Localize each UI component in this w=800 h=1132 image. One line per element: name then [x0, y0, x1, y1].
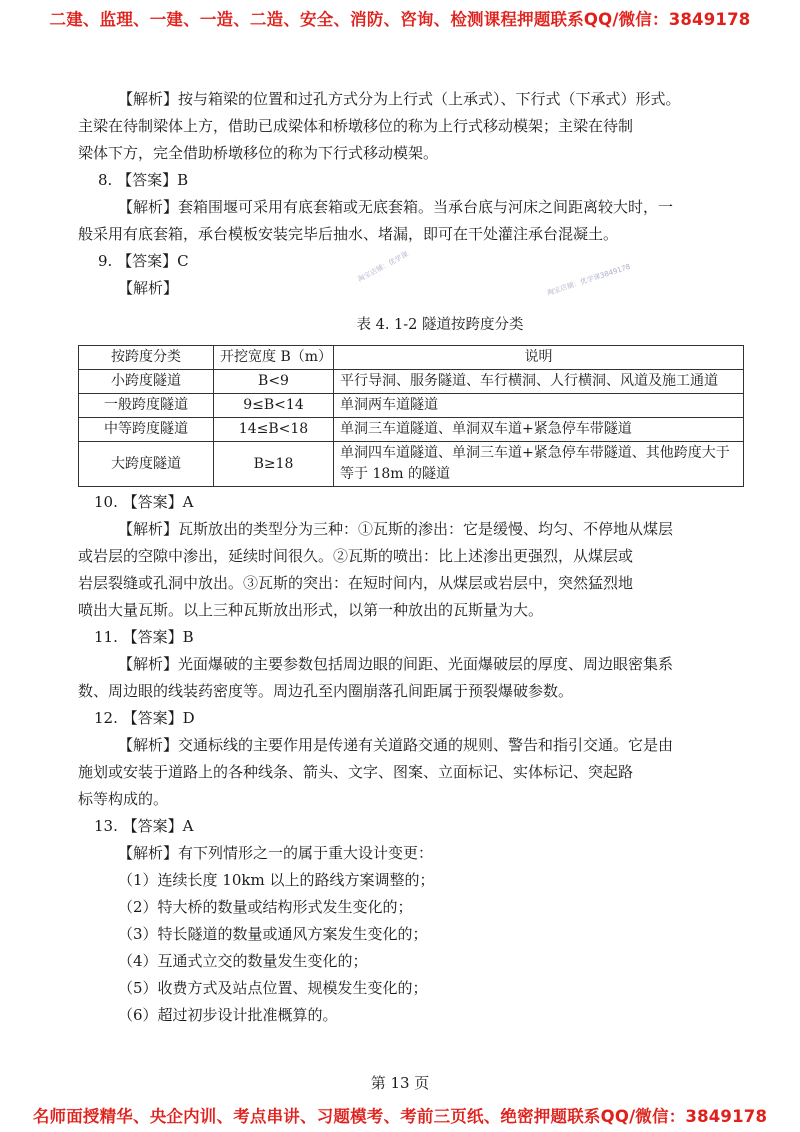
cell-desc: 单洞两车道隧道 [334, 394, 744, 418]
analysis-12-line-2: 施划或安装于道路上的各种线条、箭头、文字、图案、立面标记、实体标记、突起路 [78, 763, 634, 781]
watermark-right: 淘宝店铺：优学课3849178 [545, 262, 632, 298]
analysis-9: 【解析】 [118, 279, 179, 297]
cell-class: 一般跨度隧道 [79, 394, 214, 418]
analysis-8-line-2: 般采用有底套箱，承台模板安装完毕后抽水、堵漏，即可在干处灌注承台混凝土。 [78, 225, 619, 243]
watermark-left: 淘宝店铺：优学课 [356, 250, 410, 284]
analysis-10-line-3: 岩层裂缝或孔洞中放出。③瓦斯的突出：在短时间内，从煤层或岩层中，突然猛烈地 [78, 574, 634, 592]
list-item: （3）特长隧道的数量或通风方案发生变化的； [118, 925, 428, 943]
analysis-11-line-2: 数、周边眼的线装药密度等。周边孔至内圈崩落孔间距属于预裂爆破参数。 [78, 682, 574, 700]
list-item: （5）收费方式及站点位置、规模发生变化的； [118, 979, 428, 997]
header-width: 开挖宽度 B（m） [214, 346, 334, 370]
cell-width: B<9 [214, 370, 334, 394]
table-row [79, 394, 744, 418]
cell-desc: 平行导洞、服务隧道、车行横洞、人行横洞、风道及施工通道 [334, 370, 744, 394]
list-item: （1）连续长度 10km 以上的路线方案调整的； [118, 871, 435, 889]
page-number: 第 13 页 [370, 1074, 430, 1092]
analysis-12-line-3: 标等构成的。 [78, 790, 169, 808]
question-8-answer: 8. 【答案】B [98, 171, 189, 189]
list-item: （6）超过初步设计批准概算的。 [118, 1006, 338, 1024]
cell-width: 14≤B<18 [214, 418, 334, 442]
analysis-10-line-2: 或岩层的空隙中渗出，延续时间很久。②瓦斯的喷出：比上述渗出更强烈，从煤层或 [78, 547, 634, 565]
analysis-8-line-1: 【解析】套箱围堰可采用有底套箱或无底套箱。当承台底与河床之间距离较大时，一 [118, 198, 674, 216]
question-11-answer: 11. 【答案】B [94, 628, 194, 646]
analysis-12-line-1: 【解析】交通标线的主要作用是传递有关道路交通的规则、警告和指引交通。它是由 [118, 736, 674, 754]
tunnel-span-table [78, 345, 744, 487]
question-9-answer: 9. 【答案】C [98, 252, 189, 270]
cell-class: 中等跨度隧道 [79, 418, 214, 442]
analysis-10-line-4: 喷出大量瓦斯。以上三种瓦斯放出形式，以第一种放出的瓦斯量为大。 [78, 601, 544, 619]
cell-width: B≥18 [214, 442, 334, 487]
page-content [78, 86, 742, 1029]
cell-class: 小跨度隧道 [79, 370, 214, 394]
cell-class: 大跨度隧道 [79, 442, 214, 487]
table-row [79, 442, 744, 487]
cell-desc: 单洞四车道隧道、单洞三车道+紧急停车带隧道、其他跨度大于等于 18m 的隧道 [334, 442, 744, 487]
analysis-7-line-1: 【解析】按与箱梁的位置和过孔方式分为上行式（上承式）、下行式（下承式）形式。 [118, 90, 681, 108]
table-row [79, 418, 744, 442]
question-10-answer: 10. 【答案】A [94, 493, 194, 511]
analysis-7-line-2: 主梁在待制梁体上方，借助已成梁体和桥墩移位的称为上行式移动模架；主梁在待制 [78, 117, 634, 135]
analysis-13-intro: 【解析】有下列情形之一的属于重大设计变更： [118, 844, 434, 862]
cell-desc: 单洞三车道隧道、单洞双车道+紧急停车带隧道 [334, 418, 744, 442]
header-description: 说明 [334, 346, 744, 370]
cell-width: 9≤B<14 [214, 394, 334, 418]
table-header-row [79, 346, 744, 370]
analysis-10-line-1: 【解析】瓦斯放出的类型分为三种：①瓦斯的渗出：它是缓慢、均匀、不停地从煤层 [118, 520, 674, 538]
table-title: 表 4. 1-2 隧道按跨度分类 [356, 317, 524, 333]
bottom-promo-banner: 名师面授精华、央企内训、考点串讲、习题模考、考前三页纸、绝密押题联系QQ/微信：3849178 [32, 1107, 768, 1126]
header-classification: 按跨度分类 [79, 346, 214, 370]
question-12-answer: 12. 【答案】D [94, 709, 195, 727]
list-item: （4）互通式立交的数量发生变化的； [118, 952, 368, 970]
top-promo-banner: 二建、监理、一建、一造、二造、安全、消防、咨询、检测课程押题联系QQ/微信：3849178 [49, 10, 751, 29]
list-item: （2）特大桥的数量或结构形式发生变化的； [118, 898, 413, 916]
table-row [79, 370, 744, 394]
analysis-11-line-1: 【解析】光面爆破的主要参数包括周边眼的间距、光面爆破层的厚度、周边眼密集系 [118, 655, 674, 673]
question-13-answer: 13. 【答案】A [94, 817, 194, 835]
analysis-7-line-3: 梁体下方，完全借助桥墩移位的称为下行式移动模架。 [78, 144, 439, 162]
